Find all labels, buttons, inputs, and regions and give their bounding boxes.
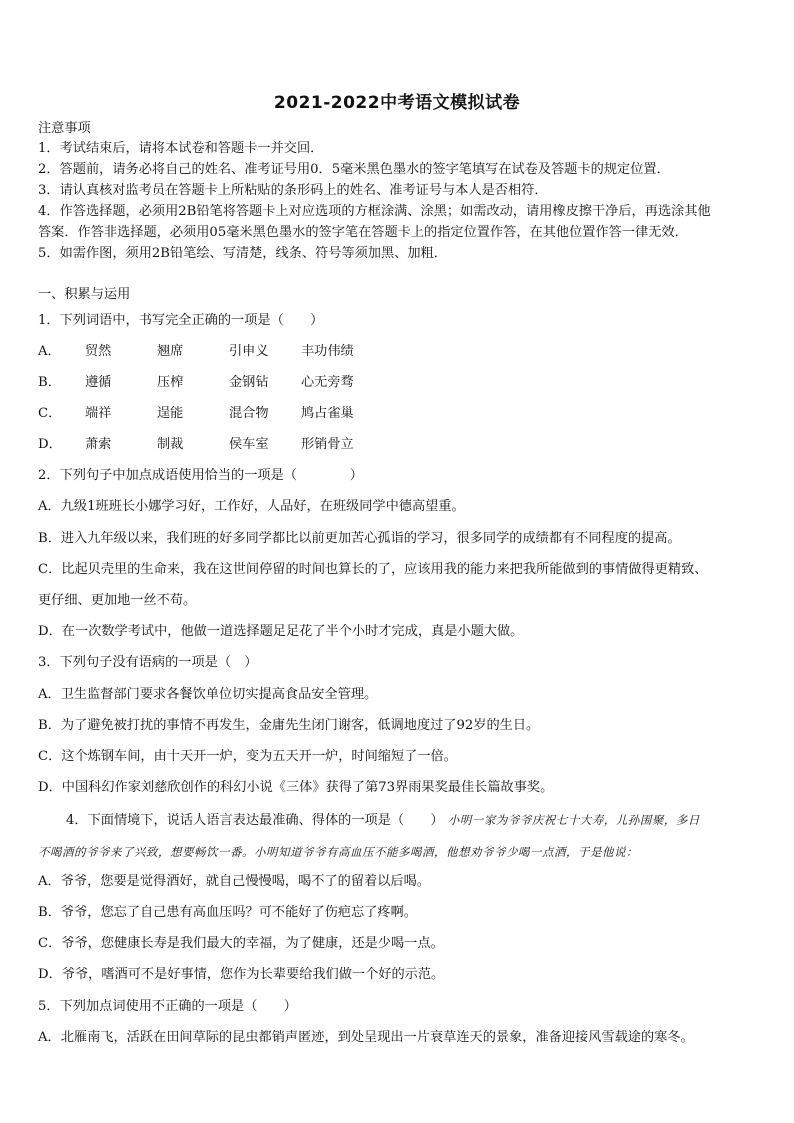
option-word: 制裁 — [157, 437, 184, 452]
question-2-option-d: D．在一次数学考试中，他做一道选择题足足花了半个小时才完成，真是小题大做。 — [38, 624, 524, 639]
option-word: 遵循 — [85, 375, 112, 390]
question-3-option-c: C．这个炼钢车间，由十天开一炉，变为五天开一炉，时间缩短了一倍。 — [38, 749, 457, 764]
option-label: D． — [38, 437, 62, 452]
question-4-stem-line — [66, 811, 760, 830]
question-2-stem: 2．下列句子中加点成语使用恰当的一项是（ ） — [38, 468, 363, 483]
question-4-option-c: C．爷爷，您健康长寿是我们最大的幸福，为了健康，还是少喝一点。 — [38, 936, 444, 951]
option-word: 萧索 — [85, 437, 112, 452]
question-4-context: 小明一家为爷爷庆祝七十大寿，儿孙围聚，多日 — [447, 813, 700, 827]
question-1-option-c — [38, 405, 760, 423]
option-word: 形销骨立 — [301, 437, 354, 452]
notice-item: 答案．作答非选择题，必须用05毫米黑色墨水的签字笔在答题卡上的指定位置作答，在其他位置作答一律无效． — [38, 225, 688, 240]
question-4-option-d: D．爷爷，嗜酒可不是好事情，您作为长辈要给我们做一个好的示范。 — [38, 967, 445, 982]
question-3-option-d: D．中国科幻作家刘慈欣创作的科幻小说《三体》获得了第73界雨果奖最佳长篇故事奖。 — [38, 780, 554, 795]
option-label: B． — [38, 375, 61, 390]
question-1-stem: 1．下列词语中，书写完全正确的一项是（ ） — [38, 313, 324, 328]
option-word: 逞能 — [157, 406, 184, 421]
question-5-stem: 5．下列加点词使用不正确的一项是（ ） — [38, 999, 297, 1014]
notice-item: 5．如需作图，须用2B铅笔绘、写清楚，线条、符号等须加黑、加粗． — [38, 246, 447, 261]
question-3-option-a: A．卫生监督部门要求各餐饮单位切实提高食品安全管理。 — [38, 687, 378, 702]
question-5-option-a: A．北雁南飞，活跃在田间草际的昆虫都销声匿迹，到处呈现出一片衰草连天的景象，准备迎接风雪载途的寒冬。 — [38, 1030, 694, 1045]
section-heading: 一、积累与运用 — [38, 287, 131, 302]
question-2-option-b: B．进入九年级以来，我们班的好多同学都比以前更加苦心孤诣的学习，很多同学的成绩都有不同程度的提高。 — [38, 531, 681, 546]
option-word: 贸然 — [85, 344, 112, 359]
page-title: 2021-2022中考语文模拟试卷 — [273, 93, 521, 113]
notice-item: 1．考试结束后，请将本试卷和答题卡一并交回． — [38, 141, 324, 156]
option-label: C． — [38, 406, 62, 421]
question-4-option-a: A．爷爷，您要是觉得酒好，就自己慢慢喝，喝不了的留着以后喝。 — [38, 874, 430, 889]
question-2-option-a: A．九级1班班长小娜学习好，工作好，人品好，在班级同学中德高望重。 — [38, 499, 465, 514]
option-word: 压榨 — [157, 375, 184, 390]
question-4-context-cont: 不喝酒的爷爷来了兴致，想要畅饮一番。小明知道爷爷有高血压不能多喝酒，他想劝爷爷少喝一点酒，于是他说： — [38, 845, 638, 859]
option-word: 金钢钻 — [229, 375, 269, 390]
option-word: 引申义 — [229, 344, 269, 359]
question-4-option-b: B．爷爷，您忘了自己患有高血压吗？可不能好了伤疤忘了疼啊。 — [38, 905, 417, 920]
notice-item: 2．答题前，请务必将自己的姓名、准考证号用0．5毫米黑色墨水的签字笔填写在试卷及答题卡的规定位置． — [38, 162, 670, 177]
notice-item: 3．请认真核对监考员在答题卡上所粘贴的条形码上的姓名、准考证号与本人是否相符． — [38, 183, 548, 198]
option-word: 丰功伟绩 — [301, 344, 354, 359]
question-3-stem: 3．下列句子没有语病的一项是（ ） — [38, 655, 258, 670]
option-word: 心无旁骛 — [301, 375, 354, 390]
option-label: A． — [38, 344, 61, 359]
question-3-option-b: B．为了避免被打扰的事情不再发生，金庸先生闭门谢客，低调地度过了92岁的生日。 — [38, 718, 540, 733]
question-1-option-a — [38, 343, 760, 361]
question-2-option-c: C．比起贝壳里的生命来，我在这世间停留的时间也算长的了，应该用我的能力来把我所能做到的事情做得更精致、 — [38, 562, 708, 577]
notice-item: 4．作答选择题，必须用2B铅笔将答题卡上对应选项的方框涂满、涂黑；如需改动，请用橡皮擦干净后，再选涂其他 — [38, 204, 711, 219]
option-word: 鸠占雀巢 — [301, 406, 354, 421]
option-word: 混合物 — [229, 406, 269, 421]
option-word: 端祥 — [85, 406, 112, 421]
question-2-option-c-cont: 更仔细、更加地一丝不苟。 — [38, 593, 197, 608]
option-word: 翘席 — [157, 344, 184, 359]
question-1-option-b — [38, 374, 760, 392]
option-word: 侯车室 — [229, 437, 269, 452]
notice-heading: 注意事项 — [38, 121, 91, 136]
question-1-option-d — [38, 436, 760, 454]
question-4-stem: 4．下面情境下，说话人语言表达最准确、得体的一项是（ ） — [66, 813, 444, 828]
